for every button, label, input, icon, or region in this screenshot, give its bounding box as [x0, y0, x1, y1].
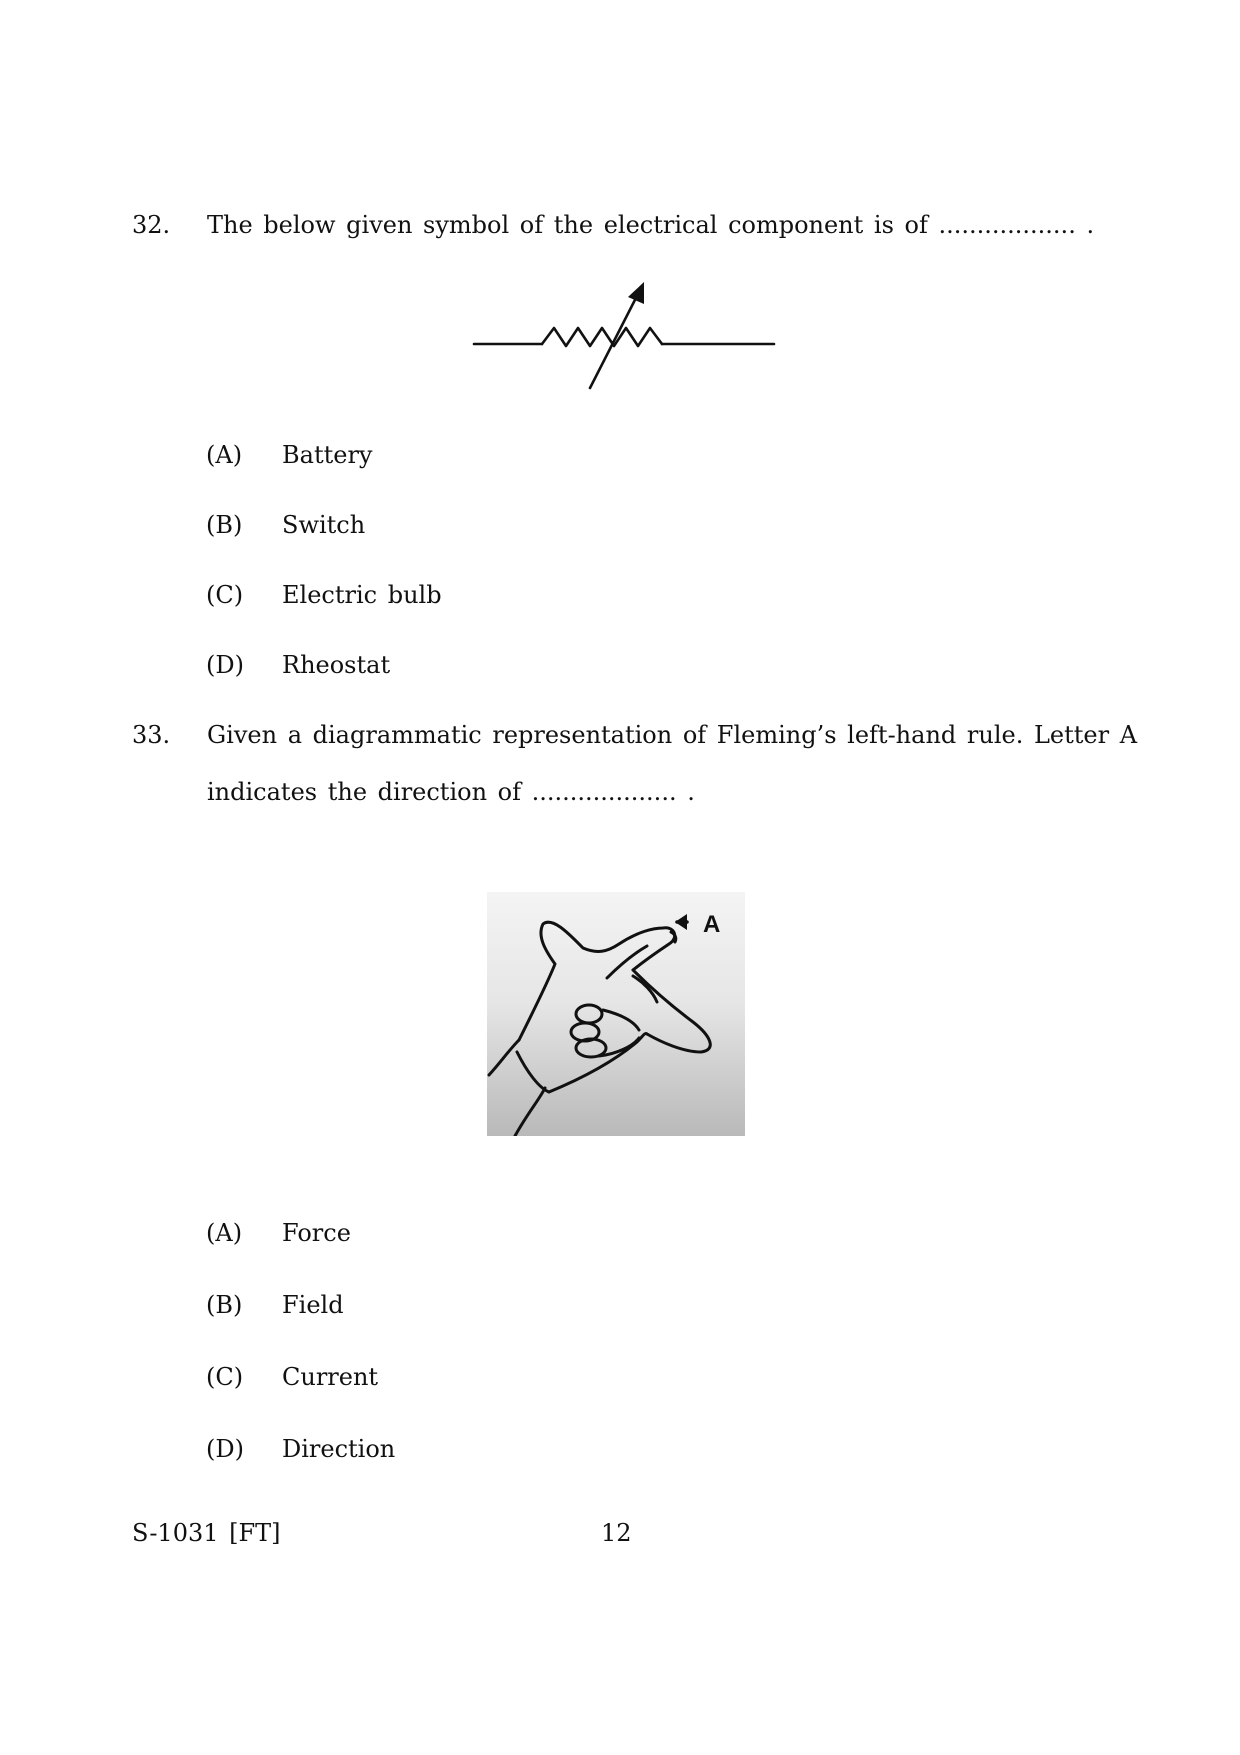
q33-option-d-text: Direction — [282, 1435, 396, 1463]
fleming-left-hand-illustration-icon — [487, 892, 745, 1136]
q33-option-b-text: Field — [282, 1291, 344, 1319]
q32-option-d-text: Rheostat — [282, 651, 391, 679]
q32-option-a-label: (A) — [206, 441, 243, 469]
footer-code: S-1031 [FT] — [132, 1519, 281, 1547]
q33-option-c-label: (C) — [206, 1363, 244, 1391]
q32-option-d-label: (D) — [206, 651, 244, 679]
q33-option-d-label: (D) — [206, 1435, 244, 1463]
question-33-text-line2: indicates the direction of ................... . — [207, 778, 695, 806]
q33-option-a-text: Force — [282, 1219, 351, 1247]
fleming-label-a: A — [703, 911, 721, 938]
q32-option-a-text: Battery — [282, 441, 373, 469]
q32-option-c-label: (C) — [206, 581, 244, 609]
q33-option-b-label: (B) — [206, 1291, 243, 1319]
q32-option-b-label: (B) — [206, 511, 243, 539]
question-33-number: 33. — [132, 721, 171, 749]
question-32-text: The below given symbol of the electrical component is of .................. . — [207, 211, 1095, 239]
question-32-number: 32. — [132, 211, 171, 239]
q33-option-a-label: (A) — [206, 1219, 243, 1247]
q32-option-c-text: Electric bulb — [282, 581, 442, 609]
question-33-text-line1: Given a diagrammatic representation of Fleming’s left-hand rule. Letter A — [207, 721, 1138, 749]
page-number: 12 — [601, 1519, 632, 1547]
q32-option-b-text: Switch — [282, 511, 366, 539]
q33-option-c-text: Current — [282, 1363, 379, 1391]
rheostat-symbol-icon — [470, 280, 780, 395]
